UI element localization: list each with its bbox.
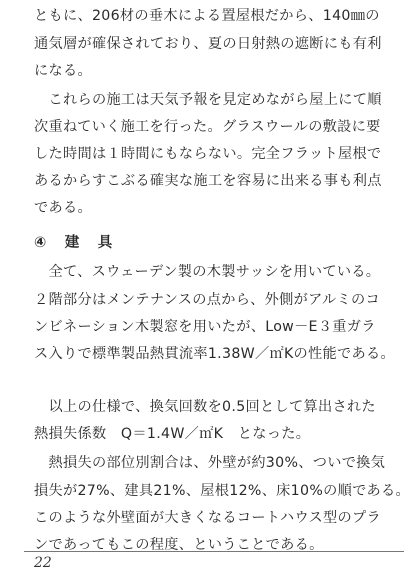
- text-line: このような外壁面が大きくなるコートハウス型のプラ: [34, 510, 381, 526]
- footer-divider: [24, 551, 404, 552]
- text-line: 通気層が確保されており、夏の日射熱の遮断にも有利: [34, 36, 382, 52]
- text-line: ともに、206材の垂木による置屋根だから、140㎜の: [34, 8, 380, 24]
- text-line: である。: [34, 200, 92, 216]
- text-line: ス入りで標準製品熱貫流率1.38W／㎡Kの性能である。: [34, 346, 395, 362]
- text-line: 以上の仕様で、換気回数を0.5回として算出された: [34, 399, 376, 415]
- text-line: ンであってもこの程度、ということである。: [34, 537, 324, 553]
- text-line: した時間は１時間にもならない。完全フラット屋根で: [34, 146, 382, 162]
- text-line: あるからすこぶる確実な施工を容易に出来る事も利点: [34, 173, 382, 189]
- text-line: 熱損失係数 Q＝1.4W／㎡K となった。: [34, 426, 311, 442]
- text-line: 全て、スウェーデン製の木製サッシを用いている。: [34, 264, 381, 280]
- text-line: 次重ねていく施工を行った。グラスウールの敷設に要: [34, 119, 381, 135]
- text-line: 熱損失の部位別割合は、外壁が約30%、ついで換気: [34, 455, 386, 471]
- section-heading: ④ 建 具: [34, 235, 115, 251]
- page-number: 22: [34, 555, 52, 571]
- text-line: になる。: [34, 63, 92, 79]
- text-line: 損失が27%、建具21%、屋根12%、床10%の順である。: [34, 483, 411, 499]
- text-line: これらの施工は天気予報を見定めながら屋上にて順: [34, 92, 382, 108]
- text-line: ２階部分はメンテナンスの点から、外側がアルミのコ: [34, 292, 380, 308]
- text-line: ンビネーション木製窓を用いたが、Low－E３重ガラ: [34, 319, 376, 335]
